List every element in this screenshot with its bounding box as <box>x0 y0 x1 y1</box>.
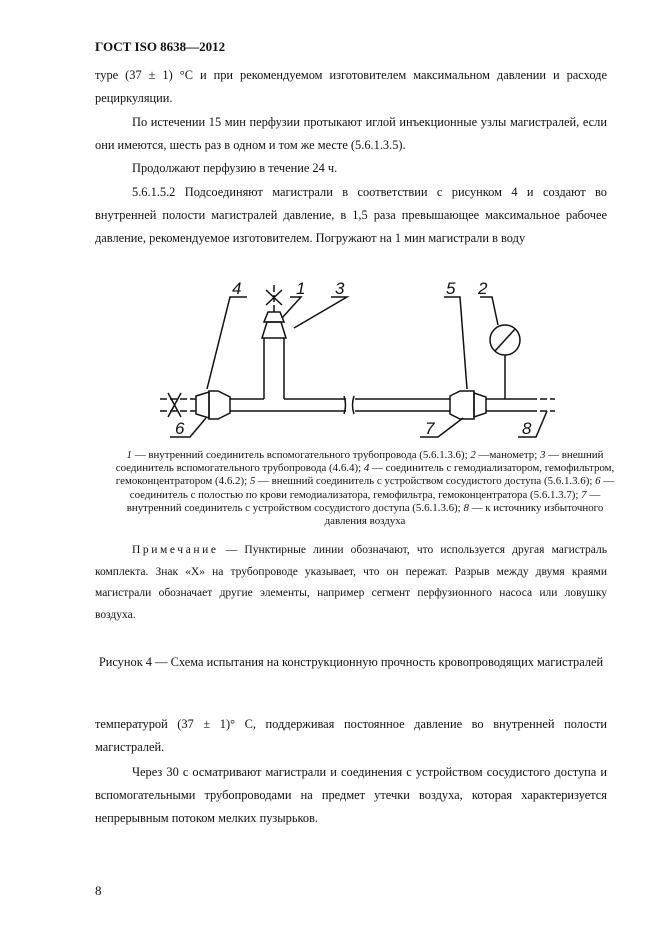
document-header: ГОСТ ISO 8638—2012 <box>95 39 226 54</box>
paragraph-4: 5.6.1.5.2 Подсоединяют магистрали в соответствии с рисунком 4 и создают во внутренней полости магистралей давление, в 1,5 раза превышающее максимальное рабочее давление, рекомендуемое изготовителем. Погружают на 1 мин магистрали в воду <box>95 185 607 245</box>
figure-note <box>95 540 607 626</box>
callout-label: 6 <box>175 419 185 438</box>
callout-label: 7 <box>425 419 435 438</box>
pipe-right <box>353 396 451 414</box>
tee-branch <box>262 285 286 399</box>
pipe-left-main <box>230 396 346 414</box>
paragraph-5: температурой (37 ± 1)° С, поддерживая постоянное давление во внутренней полости магистралей. <box>95 717 607 754</box>
connector-right <box>450 391 486 419</box>
pipe-to-pressure-source <box>486 399 555 411</box>
manometer-icon <box>490 325 520 399</box>
callout-label: 4 <box>232 279 242 298</box>
callout-label: 5 <box>446 279 456 298</box>
paragraph-2: По истечении 15 мин перфузии протыкают иглой инъекционные узлы магистралей, если они имеются, шесть раз в одном и том же месте (5.6.1.3.5). <box>95 115 607 152</box>
dashed-pipe-left <box>160 399 196 411</box>
paragraph-6: Через 30 с осматривают магистрали и соединения с устройством сосудистого доступа и вспомогательными трубопроводами на предмет утечки воздуха, которая характеризуется непрерывным потоком мелких пузырьков. <box>95 765 607 825</box>
note-label: Примечание <box>132 544 219 556</box>
paragraph-3: Продолжают перфузию в течение 24 ч. <box>132 161 338 175</box>
figure-caption: Рисунок 4 — Схема испытания на конструкционную прочность кровопроводящих магистралей <box>98 655 604 669</box>
callout-label: 3 <box>335 279 345 298</box>
clamp-x-left <box>168 393 181 417</box>
page-number: 8 <box>95 883 102 898</box>
callout-label: 2 <box>478 279 488 298</box>
callout-label: 1 <box>296 279 306 298</box>
connector-left <box>196 391 230 419</box>
callout-label: 8 <box>522 419 532 438</box>
note-text: — Пунктирные линии обозначают, что используется другая магистраль комплекта. Знак «Х» на трубопроводе указывает, что он пережат. Разрыв между двумя краями магистрали обозначает другие элементы, например сегмент перфузионного насоса или ловушку воздуха. <box>95 544 607 621</box>
leader-lines <box>170 297 547 437</box>
figure-legend: 1 — внутренний соединитель вспомогательного трубопровода (5.6.1.3.6); 2 —манометр; 3 — внешний соединитель вспомогательного трубопровода (4.6.4); 4 — соединитель с гемодиализатором, гемофильтром, гемоконцентратором (4.6.2); 5 — внешний соединитель с устройством сосудистого доступа (5.6.1.3.6); 6 — соединитель с полостью по крови гемодиализатора, гемофильтра, гемоконцентратора (5.6.1.3.7); 7 — внутренний соединитель с устройством сосудистого доступа (5.6.1.3.6); 8 — к источнику избыточного давления воздуха <box>115 449 615 528</box>
paragraph-1: туре (37 ± 1) °С и при рекомендуемом изготовителем максимальном давлении и расходе рециркуляции. <box>95 68 607 105</box>
